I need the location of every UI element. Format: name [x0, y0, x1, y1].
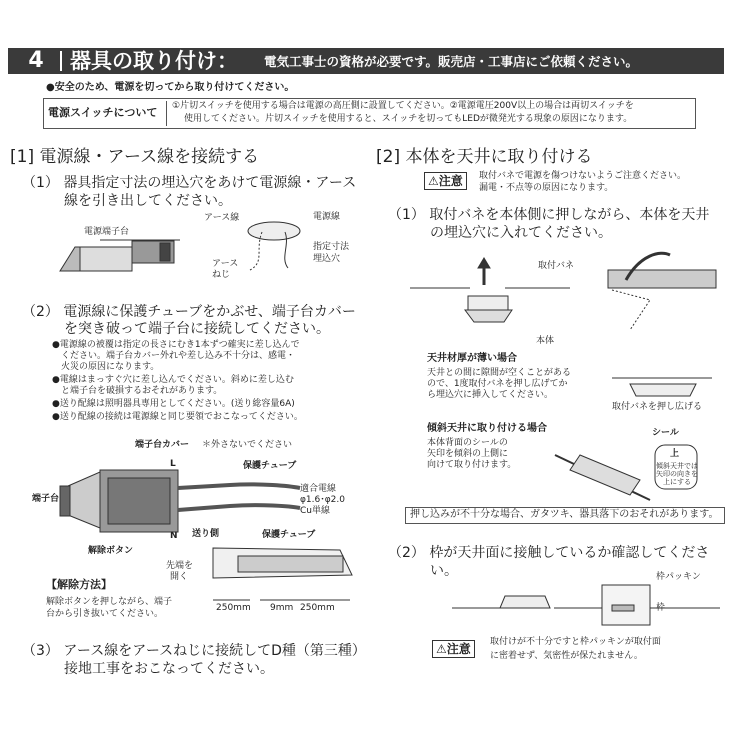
label-L: L: [170, 459, 176, 469]
label-seal: シール: [652, 428, 679, 438]
slope-title: 傾斜天井に取り付ける場合: [427, 423, 547, 434]
label-body: 本体: [536, 336, 555, 346]
s2-step2-line2: い。: [430, 563, 458, 579]
slope-line-2: 矢印を傾斜の上側に: [427, 449, 509, 459]
caution-label-1: ⚠注意: [424, 172, 467, 190]
slope-line-1: 本体背面のシールの: [427, 438, 508, 448]
label-terminal: 電源端子台: [84, 227, 130, 237]
label-packing: 枠パッキン: [656, 572, 701, 582]
caution-1-line-1: 取付バネで電源を傷つけないようご注意ください。: [479, 171, 687, 181]
insertion-warning: 押し込みが不十分な場合、ガタツキ、器具落下のおそれがあります。: [405, 507, 725, 524]
label-hole-1: 指定寸法: [313, 242, 350, 252]
dim-2: 9mm: [270, 603, 294, 613]
s1-step1-line1: （1） 器具指定寸法の埋込穴をあけて電源線・アース: [22, 175, 357, 191]
release-line-2: 台から引き抜いてください。: [46, 609, 164, 619]
label-N: N: [170, 531, 178, 541]
slope-text: [427, 438, 516, 471]
dim-1: 250mm: [216, 603, 251, 613]
caution-label-2: ⚠注意: [432, 640, 475, 658]
release-line-1: 解除ボタンを押しながら、端子: [46, 597, 173, 607]
section-title: 器具の取り付け：: [70, 49, 238, 73]
power-switch-label: 電源スイッチについて: [48, 106, 158, 119]
seal-note-2: 矢印の向きを: [656, 470, 698, 478]
bullet-1c: 火災の原因になります。: [52, 362, 160, 372]
s2-step1-line1: （1） 取付バネを本体側に押しながら、本体を天井: [388, 207, 710, 223]
terminal-block-drawing: [60, 470, 300, 532]
ceiling-hole-drawing: [248, 222, 300, 270]
section2-title: [2] 本体を天井に取り付ける: [376, 147, 593, 167]
section-number: 4: [28, 48, 44, 73]
dim-3: 250mm: [300, 603, 335, 613]
label-wire-1: 適合電線: [300, 484, 337, 494]
caution-2-line-1: 取付けが不十分ですと枠パッキンが取付面: [490, 637, 661, 647]
label-terminal-block: 端子台: [32, 494, 60, 504]
thin-line-3: ら埋込穴に挿入してください。: [427, 390, 554, 400]
safety-note: ●安全のため、電源を切ってから取り付けてください。: [46, 82, 295, 93]
bullet-4: ●送り配線の接続は電源線と同じ要領でおこなってください。: [52, 412, 303, 422]
thin-title: 天井材厚が薄い場合: [427, 353, 517, 364]
label-hole-2: 埋込穴: [313, 254, 341, 264]
caution-2-line-2: に密着せず、気密性が保たれません。: [490, 651, 643, 661]
label-open-2: 開く: [170, 572, 189, 582]
bullet-1b: ください。端子台カバー外れや差し込み不十分は、感電・: [52, 351, 296, 361]
release-title: 【解除方法】: [46, 578, 112, 591]
s1-step3-line2: 接地工事をおこなってください。: [64, 661, 274, 677]
label-open-1: 先端を: [166, 561, 194, 571]
header-note: 電気工事士の資格が必要です。販売店・工事店にご依頼ください。: [264, 54, 639, 69]
label-power-wire: 電源線: [313, 212, 341, 222]
label-frame: 枠: [656, 603, 666, 613]
label-feed: 送り側: [192, 529, 220, 539]
label-earth-screw-1: アース: [212, 259, 239, 269]
seal-up: 上: [670, 449, 680, 459]
terminal-box-drawing: [60, 240, 180, 271]
s1-step2-line1: （2） 電源線に保護チューブをかぶせ、端子台カバー: [22, 304, 356, 320]
label-cover-note: ＊外さないでください: [202, 440, 293, 450]
label-cover: 端子台カバー: [135, 440, 190, 450]
power-switch-text-2: 使用してください。片切スイッチを使用すると、スイッチを切ってもLEDが微発光する現象の原因になります。: [184, 114, 633, 124]
tube-drawing: [213, 548, 352, 600]
bullet-3: ●送り配線は照明器具専用としてください。(送り総容量6A): [52, 399, 295, 409]
label-earth-wire: アース線: [204, 213, 240, 223]
bullet-1: ●電源線の被覆は指定の長さにむき1本ずつ確実に差し込んで: [52, 340, 300, 350]
bullet-2: ●電線はまっすぐ穴に差し込んでください。斜めに差し込む: [52, 375, 294, 385]
seal-note-1: 傾斜天井では: [656, 462, 698, 470]
s2-step2-line1: （2） 枠が天井面に接触しているか確認してくださ: [388, 545, 710, 561]
thin-text: [427, 368, 571, 401]
label-release-button: 解除ボタン: [88, 546, 134, 556]
label-tube: 保護チューブ: [243, 461, 297, 471]
seal-note-3: 上にする: [663, 478, 691, 486]
section1-title: [1] 電源線・アース線を接続する: [10, 147, 260, 167]
label-wire-2: φ1.6･φ2.0: [300, 495, 346, 505]
s2-step1-line2: の埋込穴に入れてください。: [430, 225, 612, 241]
bullet-2b: と端子台を破損するおそれがあります。: [52, 386, 223, 396]
frame-drawing: [452, 585, 720, 625]
label-wire-3: Cu単線: [300, 506, 330, 516]
thin-ceiling-drawing: [612, 378, 712, 396]
s1-step2-line2: を突き破って端子台に接続してください。: [64, 321, 330, 337]
label-tube-2: 保護チューブ: [262, 530, 316, 540]
s1-step3-line1: （3） アース線をアースねじに接続してD種（第三種）: [22, 643, 366, 659]
caution-1-line-2: 漏電・不点等の原因になります。: [479, 183, 614, 193]
thin-line-1: 天井との間に隙間が空くことがある: [427, 368, 572, 378]
label-spread: 取付バネを押し広げる: [612, 402, 703, 412]
seal-note: [656, 462, 698, 486]
label-earth-screw-2: ねじ: [212, 270, 231, 280]
power-switch-text-1: ①片切スイッチを使用する場合は電源の高圧側に設置してください。②電源電圧200V以上の場合は両切スイッチを: [172, 101, 634, 111]
thin-line-2: ので、1度取付バネを押し広げてか: [427, 379, 568, 389]
label-spring: 取付バネ: [538, 261, 575, 271]
slope-line-3: 向けて取り付けます。: [427, 460, 517, 470]
bullet-list: [52, 340, 303, 423]
s1-step1-line2: 線を引き出してください。: [64, 193, 232, 209]
